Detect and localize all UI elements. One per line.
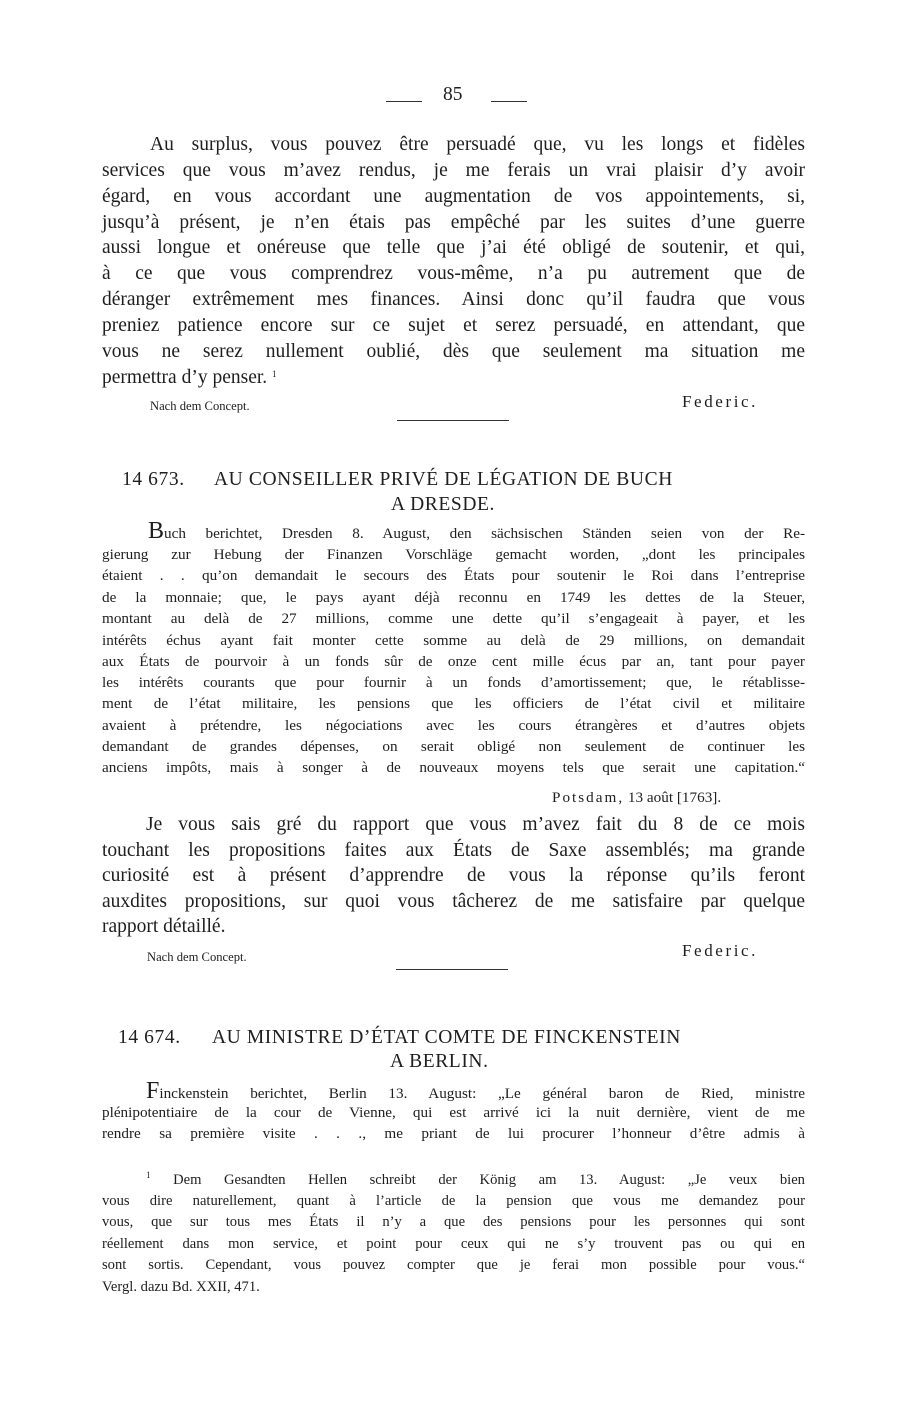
- summary-line: les intérêts courants que pour fournir à un fonds d’amortissement; que, le rétablisse-: [102, 674, 805, 691]
- letter-line: à ce que vous comprendrez vous-même, n’a pu autrement que de: [102, 263, 805, 284]
- summary-line: de la monnaie; que, le pays ayant déjà reconnu en 1749 les dettes de la Steuer,: [102, 589, 805, 606]
- summary-line: aux États de pourvoir à un fonds sûr de onze cent mille écus par an, tant pour payer: [102, 653, 805, 670]
- signature: Federic.: [682, 941, 759, 960]
- letter-line: touchant les propositions faites aux États de Saxe assemblés; ma grande: [102, 840, 805, 861]
- summary-line: étaient . . qu’on demandait le secours des États pour soutenir le Roi dans l’entreprise: [102, 567, 805, 584]
- date: 13 août [1763].: [627, 789, 722, 806]
- summary-line: avaient à prétendre, les négociations avec les cours étrangères et d’autres objets: [102, 717, 805, 734]
- page-number-rule-right: [491, 101, 527, 102]
- letter-line: auxdites propositions, sur quoi vous tâcherez de me satisfaire par quelque: [102, 891, 805, 912]
- summary-first-line: [146, 1079, 805, 1103]
- letter-line: services que vous m’avez rendus, je me ferais un vrai plaisir d’y avoir: [102, 160, 805, 181]
- section-heading: AU MINISTRE D’ÉTAT COMTE DE FINCKENSTEIN: [212, 1027, 681, 1048]
- letter-line: preniez patience encore sur ce sujet et serez persuadé, en attendant, que: [102, 315, 805, 336]
- footnote-line: vous dire naturellement, quant à l’article de la pension que vous me demandez pour: [102, 1193, 805, 1209]
- footnote-reference: 1: [272, 369, 277, 379]
- summary-first-line: [148, 519, 805, 543]
- concept-note: Nach dem Concept.: [147, 950, 247, 964]
- drop-initial: F: [146, 1078, 160, 1104]
- summary-line: ment de l’état militaire, les pensions que les officiers de l’état civil et militaire: [102, 695, 805, 712]
- summary-line: demandant de grandes dépenses, on serait obligé non seulement de continuer les: [102, 738, 805, 755]
- letter-line: déranger extrêmement mes finances. Ainsi donc qu’il faudra que vous: [102, 289, 805, 310]
- drop-initial: B: [148, 518, 165, 544]
- section-heading-line2: A BERLIN.: [390, 1051, 489, 1072]
- summary-line: rendre sa première visite . . ., me priant de lui procurer l’honneur d’être admis à: [102, 1125, 805, 1142]
- page-number: 85: [443, 84, 463, 105]
- letter-line: vous ne serez nullement oublié, dès que seulement ma situation me: [102, 341, 805, 362]
- section-divider: [397, 420, 509, 421]
- section-divider: [396, 969, 508, 970]
- summary-line: anciens impôts, mais à songer à de nouveaux moyens tels que serait une capitation.“: [102, 759, 805, 776]
- section-heading-line2: A DRESDE.: [391, 494, 495, 515]
- summary-line: gierung zur Hebung der Finanzen Vorschläge gemacht worden, „dont les principales: [102, 546, 805, 563]
- summary-line: plénipotentiaire de la cour de Vienne, qui est arrivé ici la nuit dernière, vient de me: [102, 1104, 805, 1121]
- summary-line: uch berichtet, Dresden 8. August, den sächsischen Ständen seien von der Re-: [164, 525, 805, 542]
- footnote-line: réellement dans mon service, et point pour ceux qui ne s’y trouvent pas ou qui en: [102, 1236, 805, 1252]
- place: Potsdam,: [552, 789, 625, 806]
- footnote-first-line: [146, 1170, 805, 1189]
- footnote-line: Dem Gesandten Hellen schreibt der König am 13. August: „Je veux bien: [173, 1172, 805, 1188]
- signature: Federic.: [682, 392, 759, 411]
- summary-line: montant au delà de 27 millions, comme une dette qu’il s’engageait à payer, et les: [102, 610, 805, 627]
- footnote-marker: 1: [146, 1170, 151, 1180]
- footnote-line: sont sortis. Cependant, vous pouvez compter que je ferai mon possible pour vous.“: [102, 1257, 805, 1273]
- letter-line: rapport détaillé.: [102, 916, 226, 937]
- footnote-line: Vergl. dazu Bd. XXII, 471.: [102, 1279, 260, 1295]
- place-date: [552, 789, 721, 807]
- letter-line: curiosité est à présent d’apprendre de vous la réponse qu’ils feront: [102, 865, 805, 886]
- page-number-rule-left: [386, 101, 422, 102]
- footnote-line: vous, que sur tous mes États il n’y a que des pensions pour les personnes qui sont: [102, 1214, 805, 1230]
- letter-line: Je vous sais gré du rapport que vous m’avez fait du 8 de ce mois: [146, 814, 805, 835]
- document-number: 14 673.: [122, 469, 185, 490]
- letter-last-line: [102, 367, 277, 389]
- document-number: 14 674.: [118, 1027, 181, 1048]
- letter-line: jusqu’à présent, je n’en étais pas empêché par les suites d’une guerre: [102, 212, 805, 233]
- summary-line: intérêts échus ayant fait monter cette somme au delà de 29 millions, on demandait: [102, 632, 805, 649]
- concept-note: Nach dem Concept.: [150, 399, 250, 413]
- letter-line: Au surplus, vous pouvez être persuadé que, vu les longs et fidèles: [150, 134, 805, 155]
- section-heading: AU CONSEILLER PRIVÉ DE LÉGATION DE BUCH: [214, 469, 673, 490]
- letter-line: aussi longue et onéreuse que telle que j’ai été obligé de soutenir, et qui,: [102, 237, 805, 258]
- summary-line: inckenstein berichtet, Berlin 13. August: „Le général baron de Ried, ministre: [159, 1085, 805, 1102]
- letter-line: égard, en vous accordant une augmentation de vos appointements, si,: [102, 186, 805, 207]
- letter-line: permettra d’y penser.: [102, 367, 268, 388]
